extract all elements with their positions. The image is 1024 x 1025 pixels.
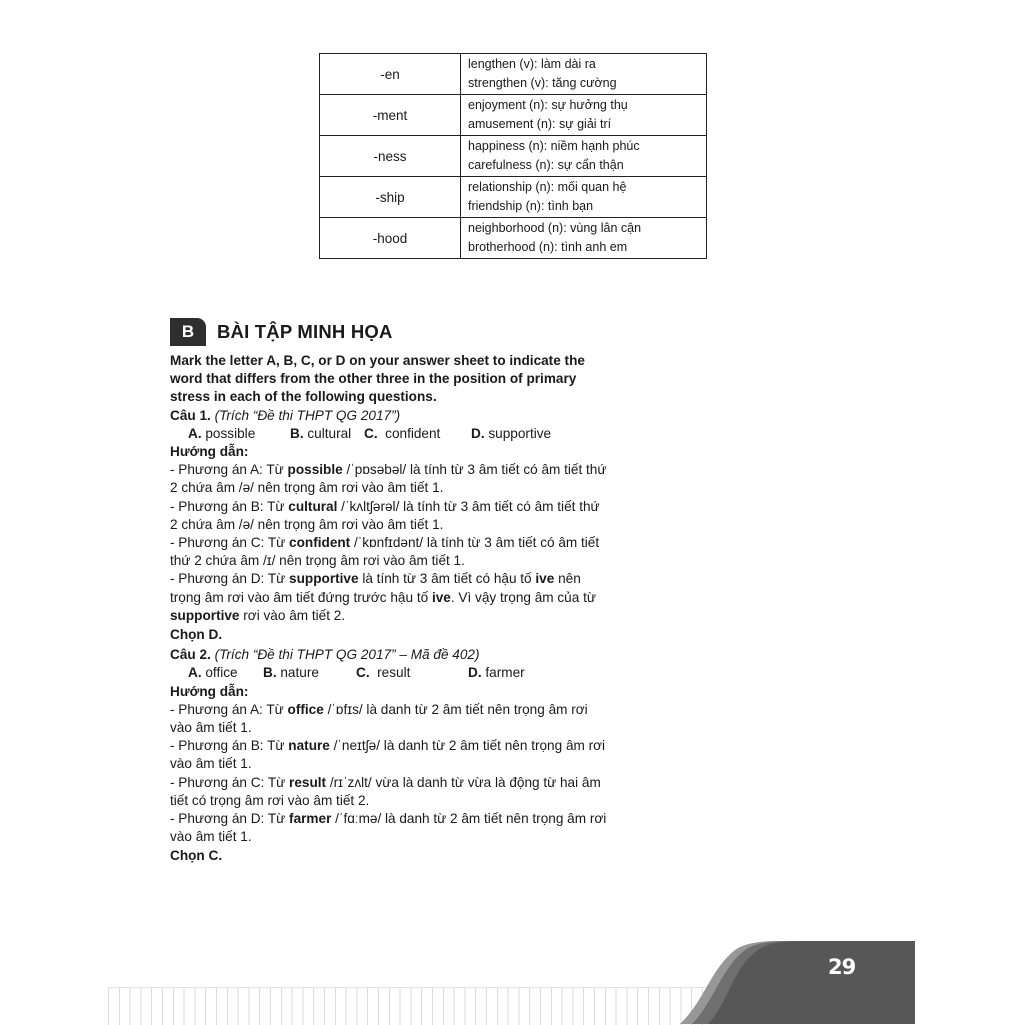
guide-item: - Phương án A: Từ office /ˈɒfɪs/ là danh từ 2 âm tiết nên trọng âm rơi vào âm tiết 1. — [170, 701, 588, 736]
example-line: friendship (n): tình bạn — [468, 199, 594, 213]
question-title — [170, 407, 610, 425]
question-label: Câu 2. — [170, 647, 211, 663]
section-title: BÀI TẬP MINH HỌA — [217, 321, 393, 342]
instruction: Mark the letter A, B, C, or D on your answer sheet to indicate the word that differs from the other three in the position of primary stress in each of the following questions. — [170, 353, 585, 405]
question-source: (Trích “Đề thi THPT QG 2017”) — [214, 407, 401, 423]
option-d: D. supportive — [471, 425, 552, 441]
example-line: happiness (n): niềm hạnh phúc — [468, 138, 640, 153]
example-line: carefulness (n): sự cẩn thận — [468, 158, 624, 172]
question-source: (Trích “Đề thi THPT QG 2017” – Mã đề 402) — [214, 647, 480, 663]
example-line: brotherhood (n): tình anh em — [468, 240, 628, 254]
example-line: lengthen (v): làm dài ra — [468, 56, 596, 71]
option-a: A. office — [188, 665, 238, 681]
examples-cell — [461, 136, 707, 177]
examples-cell — [461, 177, 707, 218]
table-row — [320, 218, 707, 259]
option-c: C. result — [356, 665, 411, 681]
page-number-tab — [680, 940, 915, 1024]
guide-item: - Phương án A: Từ possible /ˈpɒsəbəl/ là tính từ 3 âm tiết có âm tiết thứ 2 chứa âm /ə/ nên trọng âm rơi vào âm tiết 1. — [170, 462, 607, 496]
example-line: neighborhood (n): vùng lân cận — [468, 220, 642, 235]
footer-ruled-lines — [108, 987, 708, 1025]
suffix-cell: -ment — [320, 95, 461, 136]
question-2 — [170, 646, 610, 865]
question-label: Câu 1. — [170, 407, 211, 423]
suffix-cell: -en — [320, 54, 461, 95]
answer: Chọn C. — [170, 848, 223, 864]
suffix-cell: -hood — [320, 218, 461, 259]
suffix-cell: -ness — [320, 136, 461, 177]
example-line: amusement (n): sự giải trí — [468, 117, 612, 131]
option-b: B. cultural — [290, 425, 352, 441]
exercise-section — [170, 318, 610, 866]
suffix-table — [319, 53, 707, 259]
suffix-cell: -ship — [320, 177, 461, 218]
question-1 — [170, 407, 610, 645]
option-b: B. nature — [263, 665, 319, 681]
question-title — [170, 646, 610, 664]
example-line: enjoyment (n): sự hưởng thụ — [468, 97, 628, 112]
guide-item: - Phương án C: Từ result /rɪˈzʌlt/ vừa là danh từ vừa là động từ hai âm tiết có trọng âm rơi vào âm tiết 2. — [170, 774, 601, 808]
table-row — [320, 54, 707, 95]
section-badge: B — [170, 318, 206, 346]
table-row — [320, 136, 707, 177]
examples-cell — [461, 95, 707, 136]
section-header — [170, 318, 610, 346]
example-line: strengthen (v): tăng cường — [468, 76, 617, 90]
option-d: D. farmer — [468, 665, 525, 681]
guide-item: - Phương án C: Từ confident /ˈkɒnfɪdənt/ là tính từ 3 âm tiết có âm tiết thứ 2 chứa âm /ɪ/ nên trọng âm rơi vào âm tiết 1. — [170, 535, 600, 569]
guide-item: - Phương án D: Từ farmer /ˈfɑːmə/ là danh từ 2 âm tiết nên trọng âm rơi vào âm tiết 1. — [170, 811, 607, 845]
page-number: 29 — [828, 955, 856, 979]
guide-label: Hướng dẫn: — [170, 683, 249, 699]
option-c: C. confident — [364, 425, 441, 441]
guide-item: - Phương án B: Từ cultural /ˈkʌltʃərəl/ là tính từ 3 âm tiết có âm tiết thứ 2 chứa âm /ə/ nên trọng âm rơi vào âm tiết 1. — [170, 498, 600, 532]
options-row — [170, 664, 610, 682]
options-row — [170, 425, 610, 443]
table-row — [320, 95, 707, 136]
table-row — [320, 177, 707, 218]
answer: Chọn D. — [170, 627, 223, 643]
guide-item: - Phương án D: Từ supportive là tính từ 3 âm tiết có hậu tố ive nên trọng âm rơi vào âm tiết đứng trước hậu tố ive. Vì vậy trọng âm của từ supportive rơi vào âm tiết 2. — [170, 571, 596, 623]
option-a: A. possible — [188, 425, 256, 441]
guide-item: - Phương án B: Từ nature /ˈneɪtʃə/ là danh từ 2 âm tiết nên trọng âm rơi vào âm tiết 1. — [170, 738, 606, 772]
example-line: relationship (n): mối quan hệ — [468, 179, 627, 194]
examples-cell — [461, 218, 707, 259]
guide-label: Hướng dẫn: — [170, 444, 249, 460]
examples-cell — [461, 54, 707, 95]
